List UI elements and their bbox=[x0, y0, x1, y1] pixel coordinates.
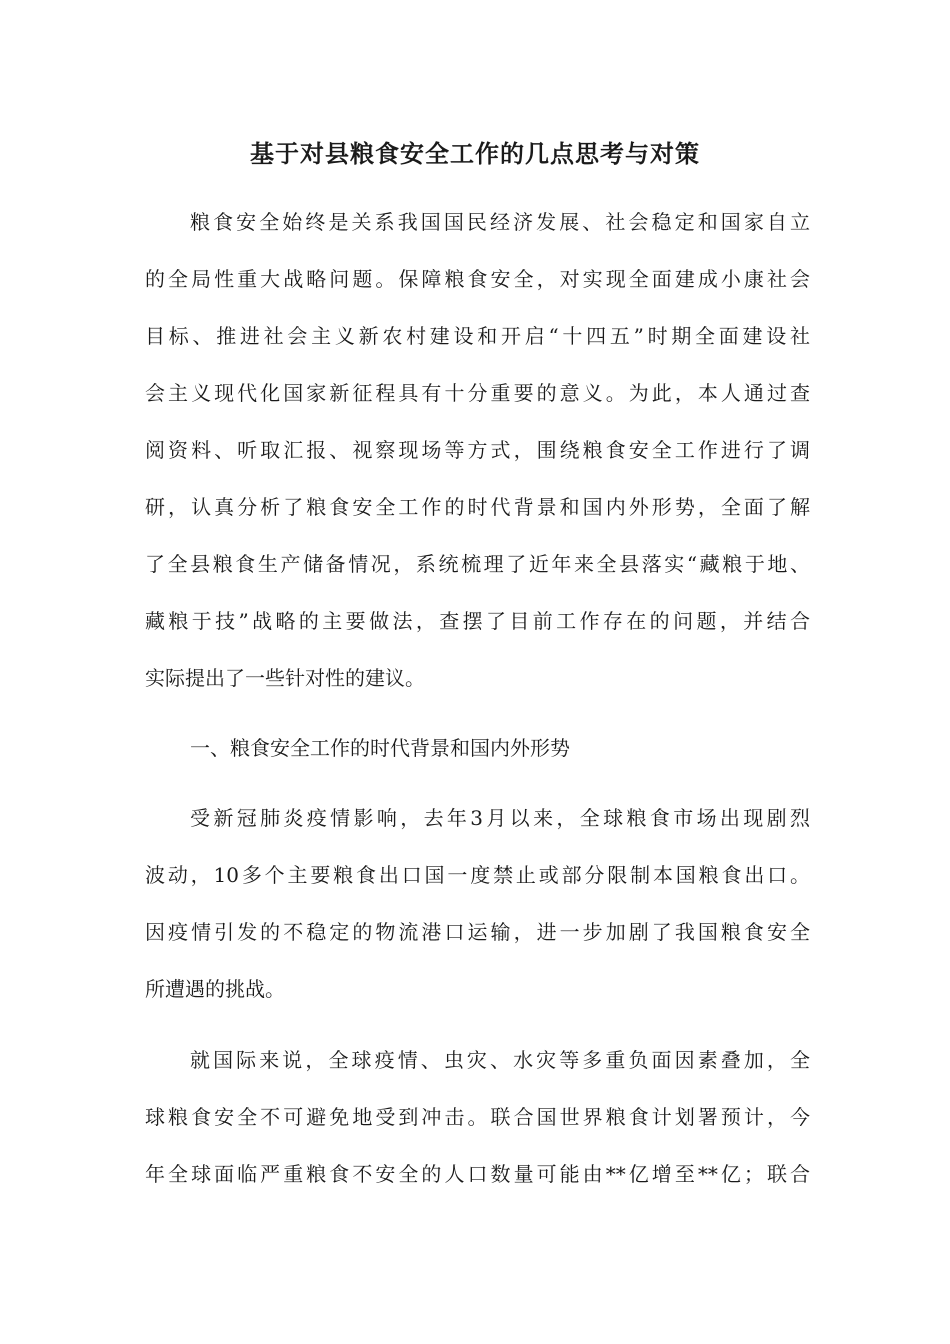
text-line: 研，认真分析了粮食安全工作的时代背景和国内外形势，全面了解 bbox=[145, 495, 810, 519]
text-line: 藏粮于技”战略的主要做法，查摆了目前工作存在的问题，并结合 bbox=[145, 609, 810, 633]
text-line: 了全县粮食生产储备情况，系统梳理了近年来全县落实“藏粮于地、 bbox=[145, 552, 810, 576]
text-line: 目标、推进社会主义新农村建设和开启“十四五”时期全面建设社 bbox=[145, 324, 810, 348]
section-heading-text: 一、粮食安全工作的时代背景和国内外形势 bbox=[190, 736, 570, 760]
text-line: 实际提出了一些针对性的建议。 bbox=[145, 666, 425, 690]
text-line: 就国际来说，全球疫情、虫灾、水灾等多重负面因素叠加，全 bbox=[190, 1048, 810, 1072]
text-line: 阅资料、听取汇报、视察现场等方式，围绕粮食安全工作进行了调 bbox=[145, 438, 810, 462]
text-line: 因疫情引发的不稳定的物流港口运输，进一步加剧了我国粮食安全 bbox=[145, 920, 810, 944]
text-line: 波动，10多个主要粮食出口国一度禁止或部分限制本国粮食出口。 bbox=[145, 863, 810, 887]
text-line: 受新冠肺炎疫情影响，去年3月以来，全球粮食市场出现剧烈 bbox=[190, 806, 810, 830]
text-line: 所遭遇的挑战。 bbox=[145, 977, 285, 1001]
text-line: 的全局性重大战略问题。保障粮食安全，对实现全面建成小康社会 bbox=[145, 267, 810, 291]
text-line: 年全球面临严重粮食不安全的人口数量可能由**亿增至**亿；联合 bbox=[145, 1162, 810, 1186]
text-line: 粮食安全始终是关系我国国民经济发展、社会稳定和国家自立 bbox=[190, 210, 810, 234]
text-line: 球粮食安全不可避免地受到冲击。联合国世界粮食计划署预计，今 bbox=[145, 1105, 810, 1129]
document-title: 基于对县粮食安全工作的几点思考与对策 bbox=[250, 139, 700, 168]
text-line: 会主义现代化国家新征程具有十分重要的意义。为此，本人通过查 bbox=[145, 381, 810, 405]
